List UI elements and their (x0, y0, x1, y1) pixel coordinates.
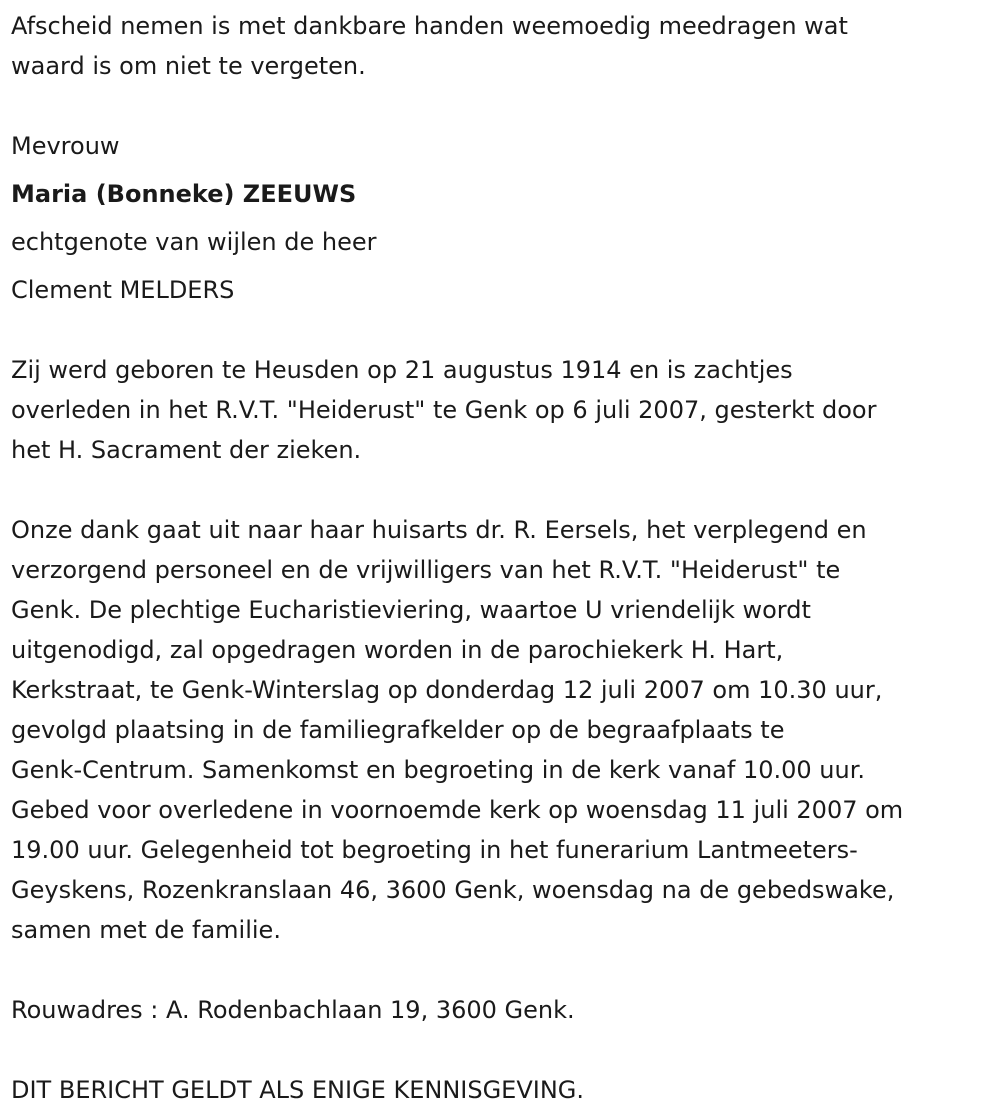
ceremony-line: samen met de familie. (11, 916, 281, 944)
spouse-name: Clement MELDERS (11, 276, 235, 304)
salutation: Mevrouw (11, 132, 120, 160)
ceremony-line: Geyskens, Rozenkranslaan 46, 3600 Genk, woensdag na de gebedswake, (11, 876, 895, 904)
birth-death-line: overleden in het R.V.T. "Heiderust" te Genk op 6 juli 2007, gesterkt door (11, 396, 877, 424)
ceremony-line: Gebed voor overledene in voornoemde kerk op woensdag 11 juli 2007 om (11, 796, 904, 824)
ceremony-line: Kerkstraat, te Genk-Winterslag op donderdag 12 juli 2007 om 10.30 uur, (11, 676, 883, 704)
deceased-name: Maria (Bonneke) ZEEUWS (11, 180, 357, 208)
mourning-address: Rouwadres : A. Rodenbachlaan 19, 3600 Genk. (11, 996, 575, 1024)
ceremony-line: uitgenodigd, zal opgedragen worden in de parochiekerk H. Hart, (11, 636, 784, 664)
birth-death-line: het H. Sacrament der zieken. (11, 436, 362, 464)
relation: echtgenote van wijlen de heer (11, 228, 377, 256)
ceremony-line: gevolgd plaatsing in de familiegrafkelder op de begraafplaats te (11, 716, 785, 744)
ceremony-line: verzorgend personeel en de vrijwilligers van het R.V.T. "Heiderust" te (11, 556, 841, 584)
ceremony-line: Onze dank gaat uit naar haar huisarts dr. R. Eersels, het verplegend en (11, 516, 867, 544)
intro-line: Afscheid nemen is met dankbare handen weemoedig meedragen wat (11, 12, 848, 40)
intro-line: waard is om niet te vergeten. (11, 52, 366, 80)
ceremony-line: 19.00 uur. Gelegenheid tot begroeting in het funerarium Lantmeeters- (11, 836, 858, 864)
notice-statement: DIT BERICHT GELDT ALS ENIGE KENNISGEVING. (11, 1076, 585, 1104)
birth-death-line: Zij werd geboren te Heusden op 21 augustus 1914 en is zachtjes (11, 356, 793, 384)
ceremony-line: Genk. De plechtige Eucharistieviering, waartoe U vriendelijk wordt (11, 596, 811, 624)
ceremony-line: Genk-Centrum. Samenkomst en begroeting in de kerk vanaf 10.00 uur. (11, 756, 866, 784)
